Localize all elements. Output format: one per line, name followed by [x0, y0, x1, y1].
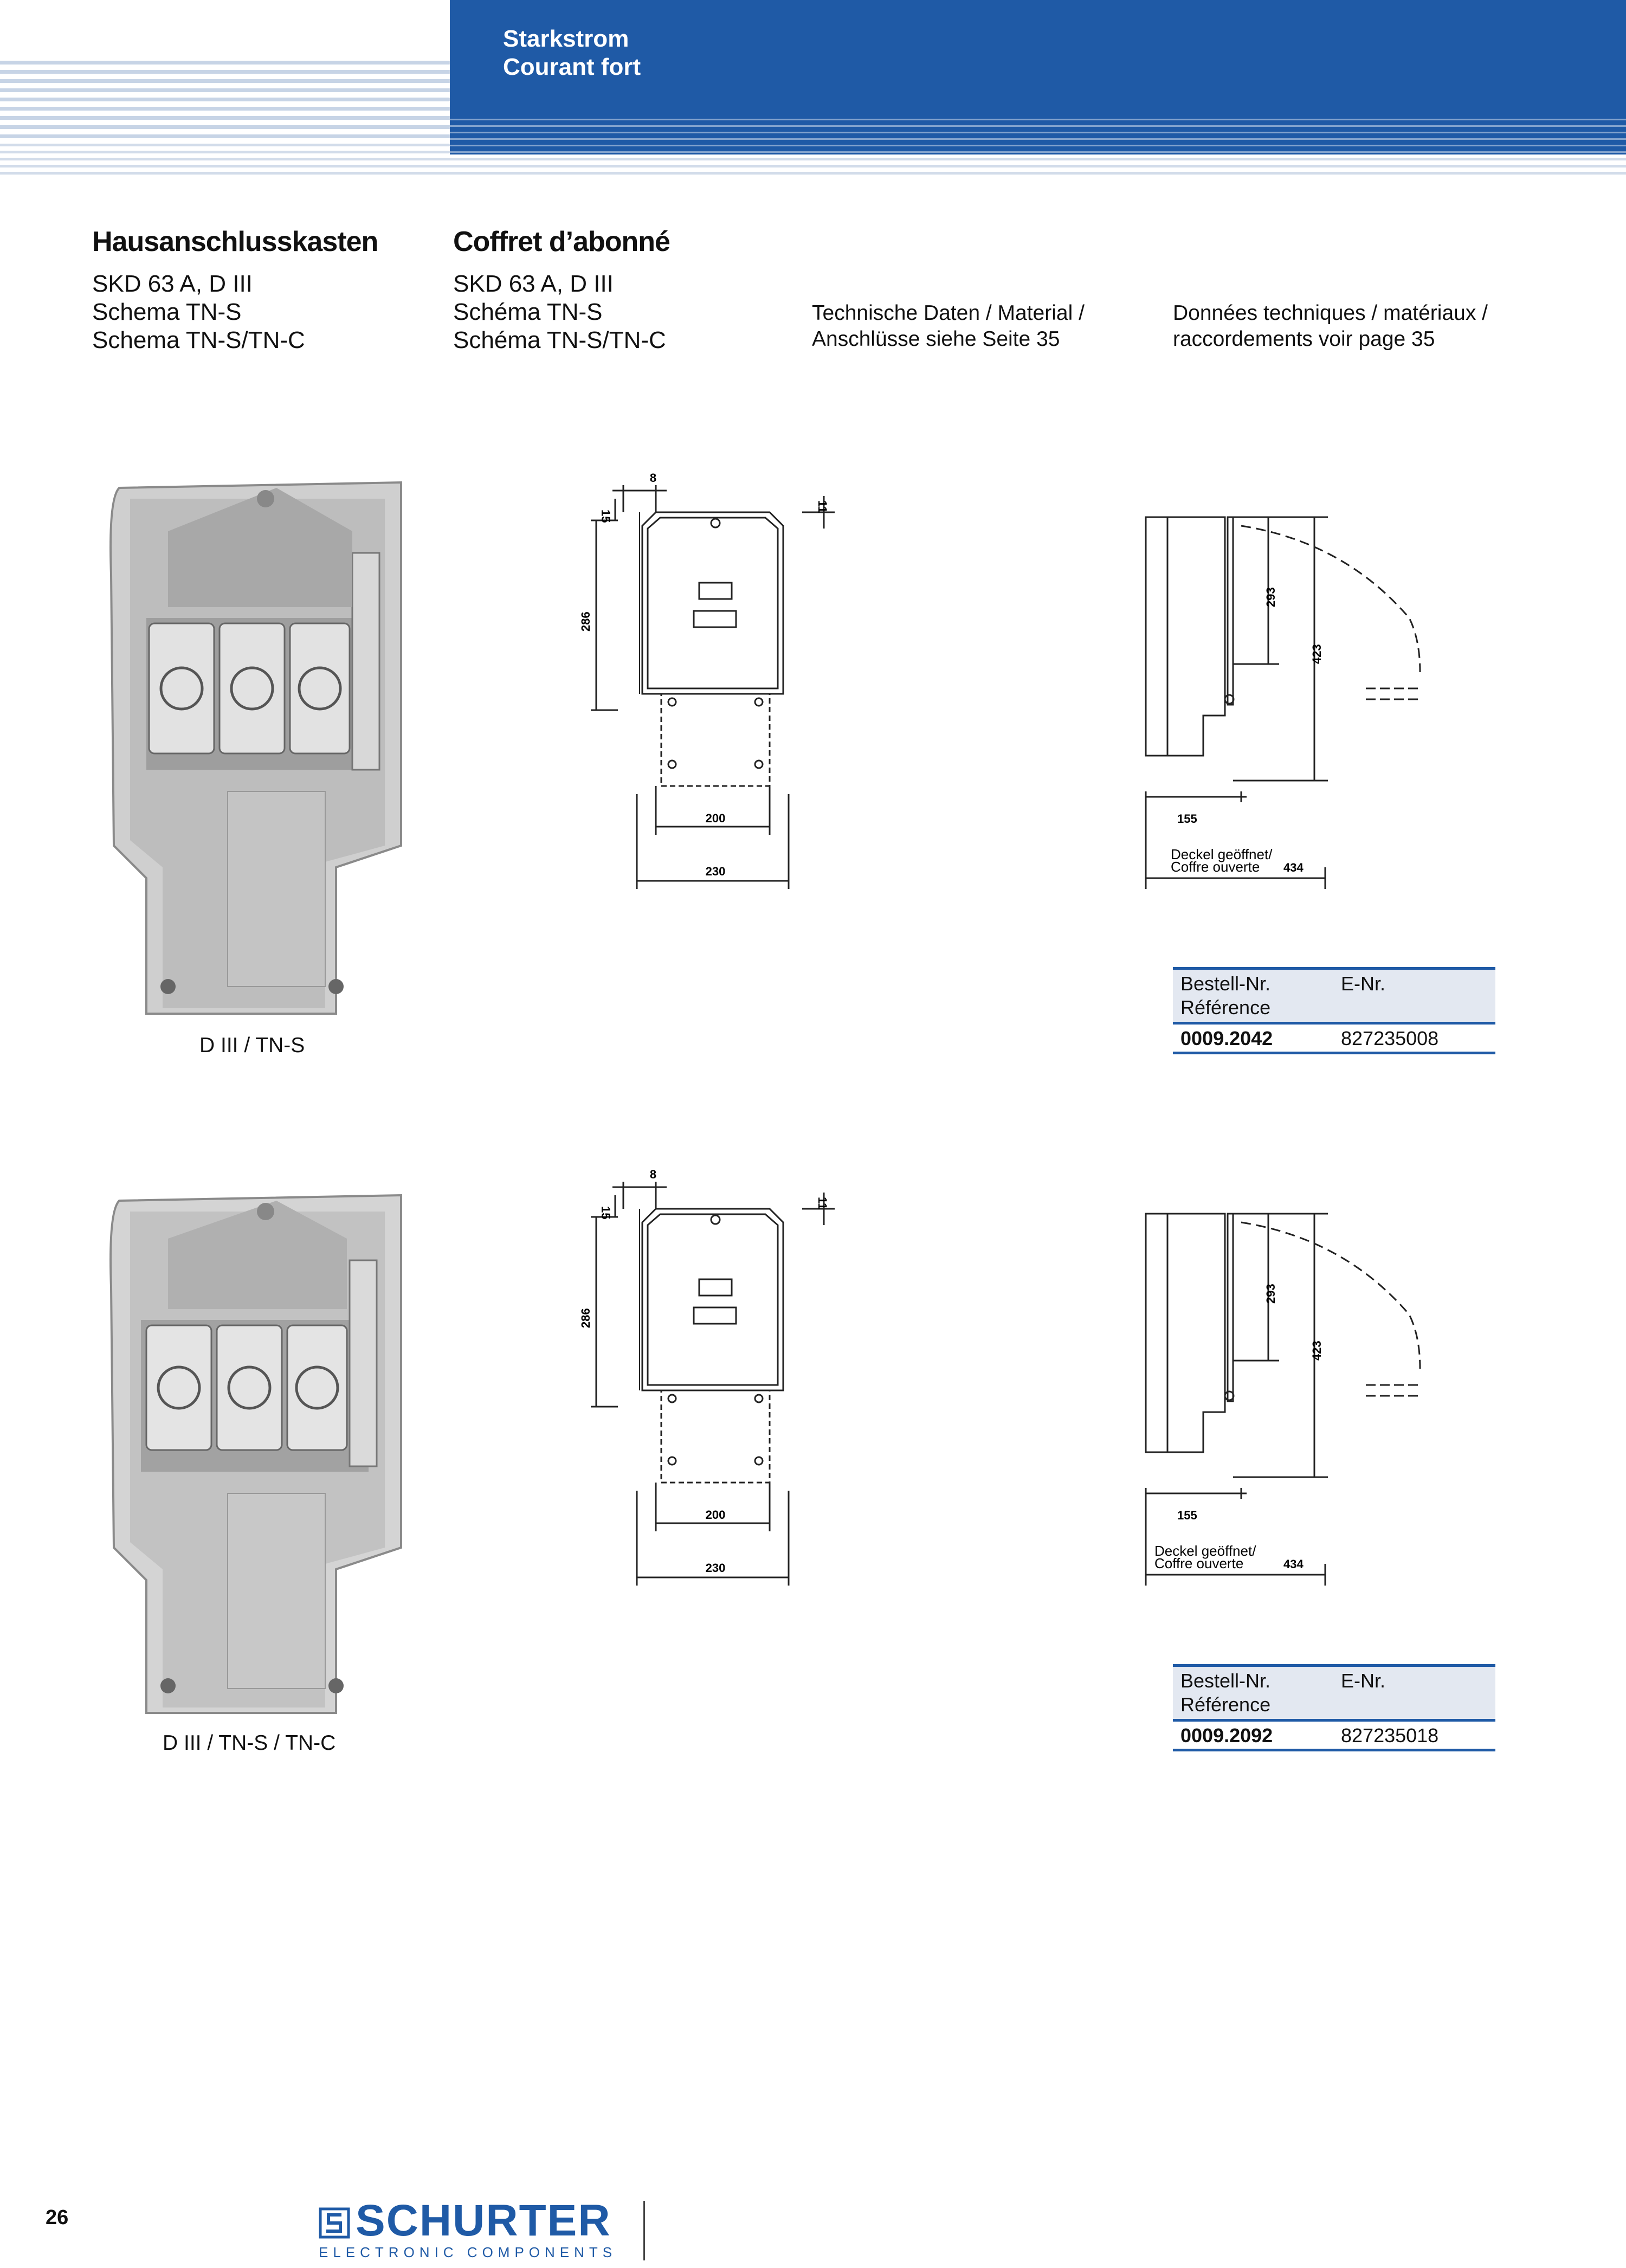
subtitle-de-3: Schema TN-S/TN-C [92, 327, 305, 353]
product-caption-2: D III / TN-S / TN-C [163, 1731, 336, 1755]
dim-155: 155 [1177, 812, 1197, 826]
header-section-fr: Courant fort [503, 54, 641, 80]
order-table-2-col1-de: Bestell-Nr. [1180, 1670, 1271, 1692]
footer-divider [643, 2201, 645, 2260]
dim-200: 200 [705, 1508, 726, 1522]
subtitle-de-2: Schema TN-S [92, 299, 242, 325]
dim-15: 15 [599, 1206, 612, 1220]
order-table-1 [1173, 967, 1495, 1054]
lid-label-de: Deckel geöffnet/ [1154, 1543, 1256, 1559]
dim-286: 286 [579, 611, 592, 632]
subtitle-de-1: SKD 63 A, D III [92, 270, 253, 297]
schurter-logo-text: SCHURTER [356, 2196, 611, 2245]
subtitle-fr-block [453, 270, 666, 355]
product-photo-1 [98, 466, 423, 1025]
dim-423: 423 [1310, 1341, 1324, 1361]
dim-8: 8 [649, 1168, 657, 1181]
page-number: 26 [46, 2206, 69, 2229]
subtitle-fr-1: SKD 63 A, D III [453, 270, 614, 297]
dim-293: 293 [1264, 1284, 1277, 1304]
note-de-1: Technische Daten / Material / [812, 301, 1085, 325]
header-blue-stripes [450, 114, 1626, 154]
side-dimension-drawing-2 [1138, 1206, 1474, 1586]
note-fr [1173, 300, 1488, 352]
order-table-2-row [1173, 1722, 1495, 1751]
dim-293: 293 [1264, 587, 1277, 607]
dim-230: 230 [705, 865, 726, 878]
order-table-1-e-no: 827235008 [1341, 1027, 1439, 1049]
order-table-1-col1-fr: Référence [1180, 996, 1271, 1019]
dim-11: 11 [816, 500, 829, 513]
dim-15: 15 [599, 510, 612, 523]
order-table-2-header [1173, 1664, 1495, 1722]
order-table-1-row [1173, 1025, 1495, 1054]
dim-11: 11 [816, 1197, 829, 1210]
dim-155: 155 [1177, 1509, 1197, 1522]
schurter-logo-icon [319, 2207, 350, 2239]
order-table-2-e-no: 827235018 [1341, 1724, 1439, 1747]
dim-434: 434 [1283, 861, 1304, 874]
product-photo-2 [98, 1179, 423, 1721]
front-dimension-drawing-2 [579, 1165, 846, 1588]
order-table-2-col1-fr: Référence [1180, 1693, 1271, 1716]
order-table-1-header [1173, 967, 1495, 1025]
product-caption-1: D III / TN-S [199, 1034, 305, 1057]
subtitle-fr-3: Schéma TN-S/TN-C [453, 327, 666, 353]
dim-200: 200 [705, 811, 726, 825]
front-dimension-drawing-1 [579, 469, 846, 892]
subtitle-de-block [92, 270, 305, 355]
title-de: Hausanschlusskasten [92, 226, 378, 257]
note-de-2: Anschlüsse siehe Seite 35 [812, 327, 1060, 351]
order-table-1-order-no: 0009.2042 [1180, 1027, 1273, 1049]
dim-423: 423 [1310, 644, 1324, 664]
note-de [812, 300, 1085, 352]
order-table-1-col1-de: Bestell-Nr. [1180, 972, 1271, 995]
dim-286: 286 [579, 1308, 592, 1328]
lid-label-fr: Coffre ouverte [1154, 1555, 1244, 1571]
note-fr-2: raccordements voir page 35 [1173, 327, 1435, 351]
dim-230: 230 [705, 1561, 726, 1575]
note-fr-1: Données techniques / matériaux / [1173, 301, 1488, 325]
lid-label-de: Deckel geöffnet/ [1171, 846, 1273, 862]
lid-label-fr: Coffre ouverte [1171, 859, 1260, 875]
dim-8: 8 [649, 471, 657, 485]
order-table-2-col2: E-Nr. [1341, 1670, 1386, 1692]
order-table-2-order-no: 0009.2092 [1180, 1724, 1273, 1747]
subtitle-fr-2: Schéma TN-S [453, 299, 603, 325]
schurter-logo-subtitle: ELECTRONIC COMPONENTS [319, 2244, 617, 2260]
order-table-1-col2: E-Nr. [1341, 972, 1386, 995]
title-fr: Coffret d’abonné [453, 226, 670, 257]
order-table-2 [1173, 1664, 1495, 1751]
dim-434: 434 [1283, 1557, 1304, 1571]
side-dimension-drawing-1 [1138, 510, 1474, 889]
header-section-de: Starkstrom [503, 25, 629, 52]
